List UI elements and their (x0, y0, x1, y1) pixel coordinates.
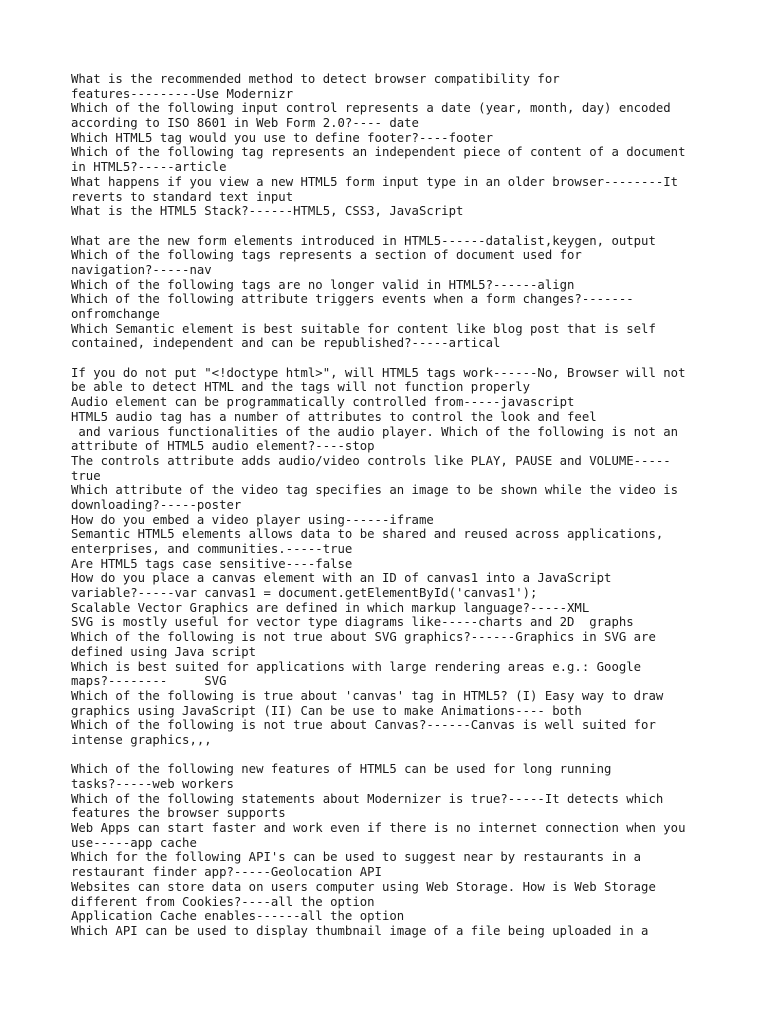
text-line: Which Semantic element is best suitable for content like blog post that is self (71, 321, 656, 336)
text-line: Websites can store data on users computer using Web Storage. How is Web Storage (71, 879, 656, 894)
text-line: onfromchange (71, 307, 160, 321)
section-3 (71, 366, 731, 748)
text-line: enterprises, and communities.-----true (71, 542, 353, 556)
blank-line (71, 351, 731, 366)
text-line: Which is best suited for applications with large rendering areas e.g.: Google (71, 659, 642, 674)
text-line: defined using Java script (71, 644, 257, 659)
text-line: Web Apps can start faster and work even if there is no internet connection when you (71, 821, 686, 836)
text-line: features the browser supports (71, 806, 286, 821)
text-line: reverts to standard text input (71, 189, 294, 204)
text-line: How do you embed a video player using------iframe (71, 512, 434, 527)
text-line: Application Cache enables------all the option (71, 909, 405, 924)
text-line: maps?-------- SVG (71, 674, 227, 689)
text-line: downloading?-----poster (71, 497, 242, 512)
text-line: Which of the following is not true about Canvas?------Canvas is well suited for (71, 718, 656, 733)
text-line: and various functionalities of the audio player. Which of the following is not an (71, 424, 679, 439)
text-line: different from Cookies?----all the option (71, 894, 375, 909)
text-line: Which HTML5 tag would you use to define footer?----footer (71, 130, 493, 145)
text-line: How do you place a canvas element with an ID of canvas1 into a JavaScript (71, 571, 612, 586)
blank-line (71, 219, 731, 234)
text-line: contained, independent and can be republished?-----artical (71, 336, 501, 351)
text-line: Which of the following is not true about SVG graphics?------Graphics in SVG are (71, 630, 656, 645)
text-line: intense graphics,,, (71, 732, 212, 747)
text-line: Which of the following tags represents a section of document used for (71, 248, 582, 263)
text-line: Which of the following new features of HTML5 can be used for long running (71, 762, 612, 777)
section-1 (71, 72, 731, 219)
text-line: use-----app cache (71, 835, 197, 850)
text-line: HTML5 audio tag has a number of attributes to control the look and feel (71, 409, 597, 424)
blank-line (71, 748, 731, 763)
text-line: If you do not put "<!doctype html>", will HTML5 tags work------No, Browser will not (71, 365, 686, 380)
text-line: navigation?-----nav (71, 262, 212, 277)
text-line: Are HTML5 tags case sensitive----false (71, 556, 353, 571)
text-line: true (71, 468, 101, 483)
text-line: Which of the following input control represents a date (year, month, day) encoded (71, 101, 671, 116)
section-4 (71, 762, 731, 938)
text-line: What are the new form elements introduced in HTML5------datalist,keygen, output (71, 233, 656, 248)
text-line: The controls attribute adds audio/video controls like PLAY, PAUSE and VOLUME----- (71, 453, 671, 468)
text-line: tasks?-----web workers (71, 777, 234, 791)
text-line: Which of the following statements about Modernizer is true?-----It detects which (71, 791, 664, 806)
text-line: Which attribute of the video tag specifies an image to be shown while the video is (71, 483, 679, 498)
section-2 (71, 234, 731, 352)
text-line: What happens if you view a new HTML5 form input type in an older browser--------It (71, 174, 679, 189)
text-line: Semantic HTML5 elements allows data to be shared and reused across applications, (71, 527, 664, 542)
text-line: Which of the following attribute triggers events when a form changes?------- (71, 292, 634, 307)
text-line: according to ISO 8601 in Web Form 2.0?---- date (71, 116, 419, 131)
text-line: attribute of HTML5 audio element?----stop (71, 439, 375, 454)
text-line: features---------Use Modernizr (71, 86, 294, 101)
text-line: in HTML5?-----article (71, 160, 227, 175)
document-page (71, 72, 731, 939)
text-line: What is the recommended method to detect browser compatibility for (71, 72, 560, 86)
text-line: Which of the following tag represents an independent piece of content of a document (71, 145, 686, 160)
text-line: restaurant finder app?-----Geolocation API (71, 865, 382, 880)
text-line: Which of the following is true about 'canvas' tag in HTML5? (I) Easy way to draw (71, 688, 664, 703)
text-line: variable?-----var canvas1 = document.getElementById('canvas1'); (71, 586, 538, 601)
text-line: be able to detect HTML and the tags will not function properly (71, 380, 531, 395)
text-line: Scalable Vector Graphics are defined in which markup language?-----XML (71, 600, 590, 615)
text-line: Which of the following tags are no longer valid in HTML5?------align (71, 277, 575, 292)
text-line: Audio element can be programmatically controlled from-----javascript (71, 395, 575, 410)
text-line: Which for the following API's can be used to suggest near by restaurants in a (71, 850, 642, 865)
text-line: SVG is mostly useful for vector type diagrams like-----charts and 2D graphs (71, 615, 634, 630)
text-line: Which API can be used to display thumbnail image of a file being uploaded in a (71, 923, 649, 938)
text-line: graphics using JavaScript (II) Can be use to make Animations---- both (71, 703, 582, 718)
text-line: What is the HTML5 Stack?------HTML5, CSS3, JavaScript (71, 204, 464, 219)
